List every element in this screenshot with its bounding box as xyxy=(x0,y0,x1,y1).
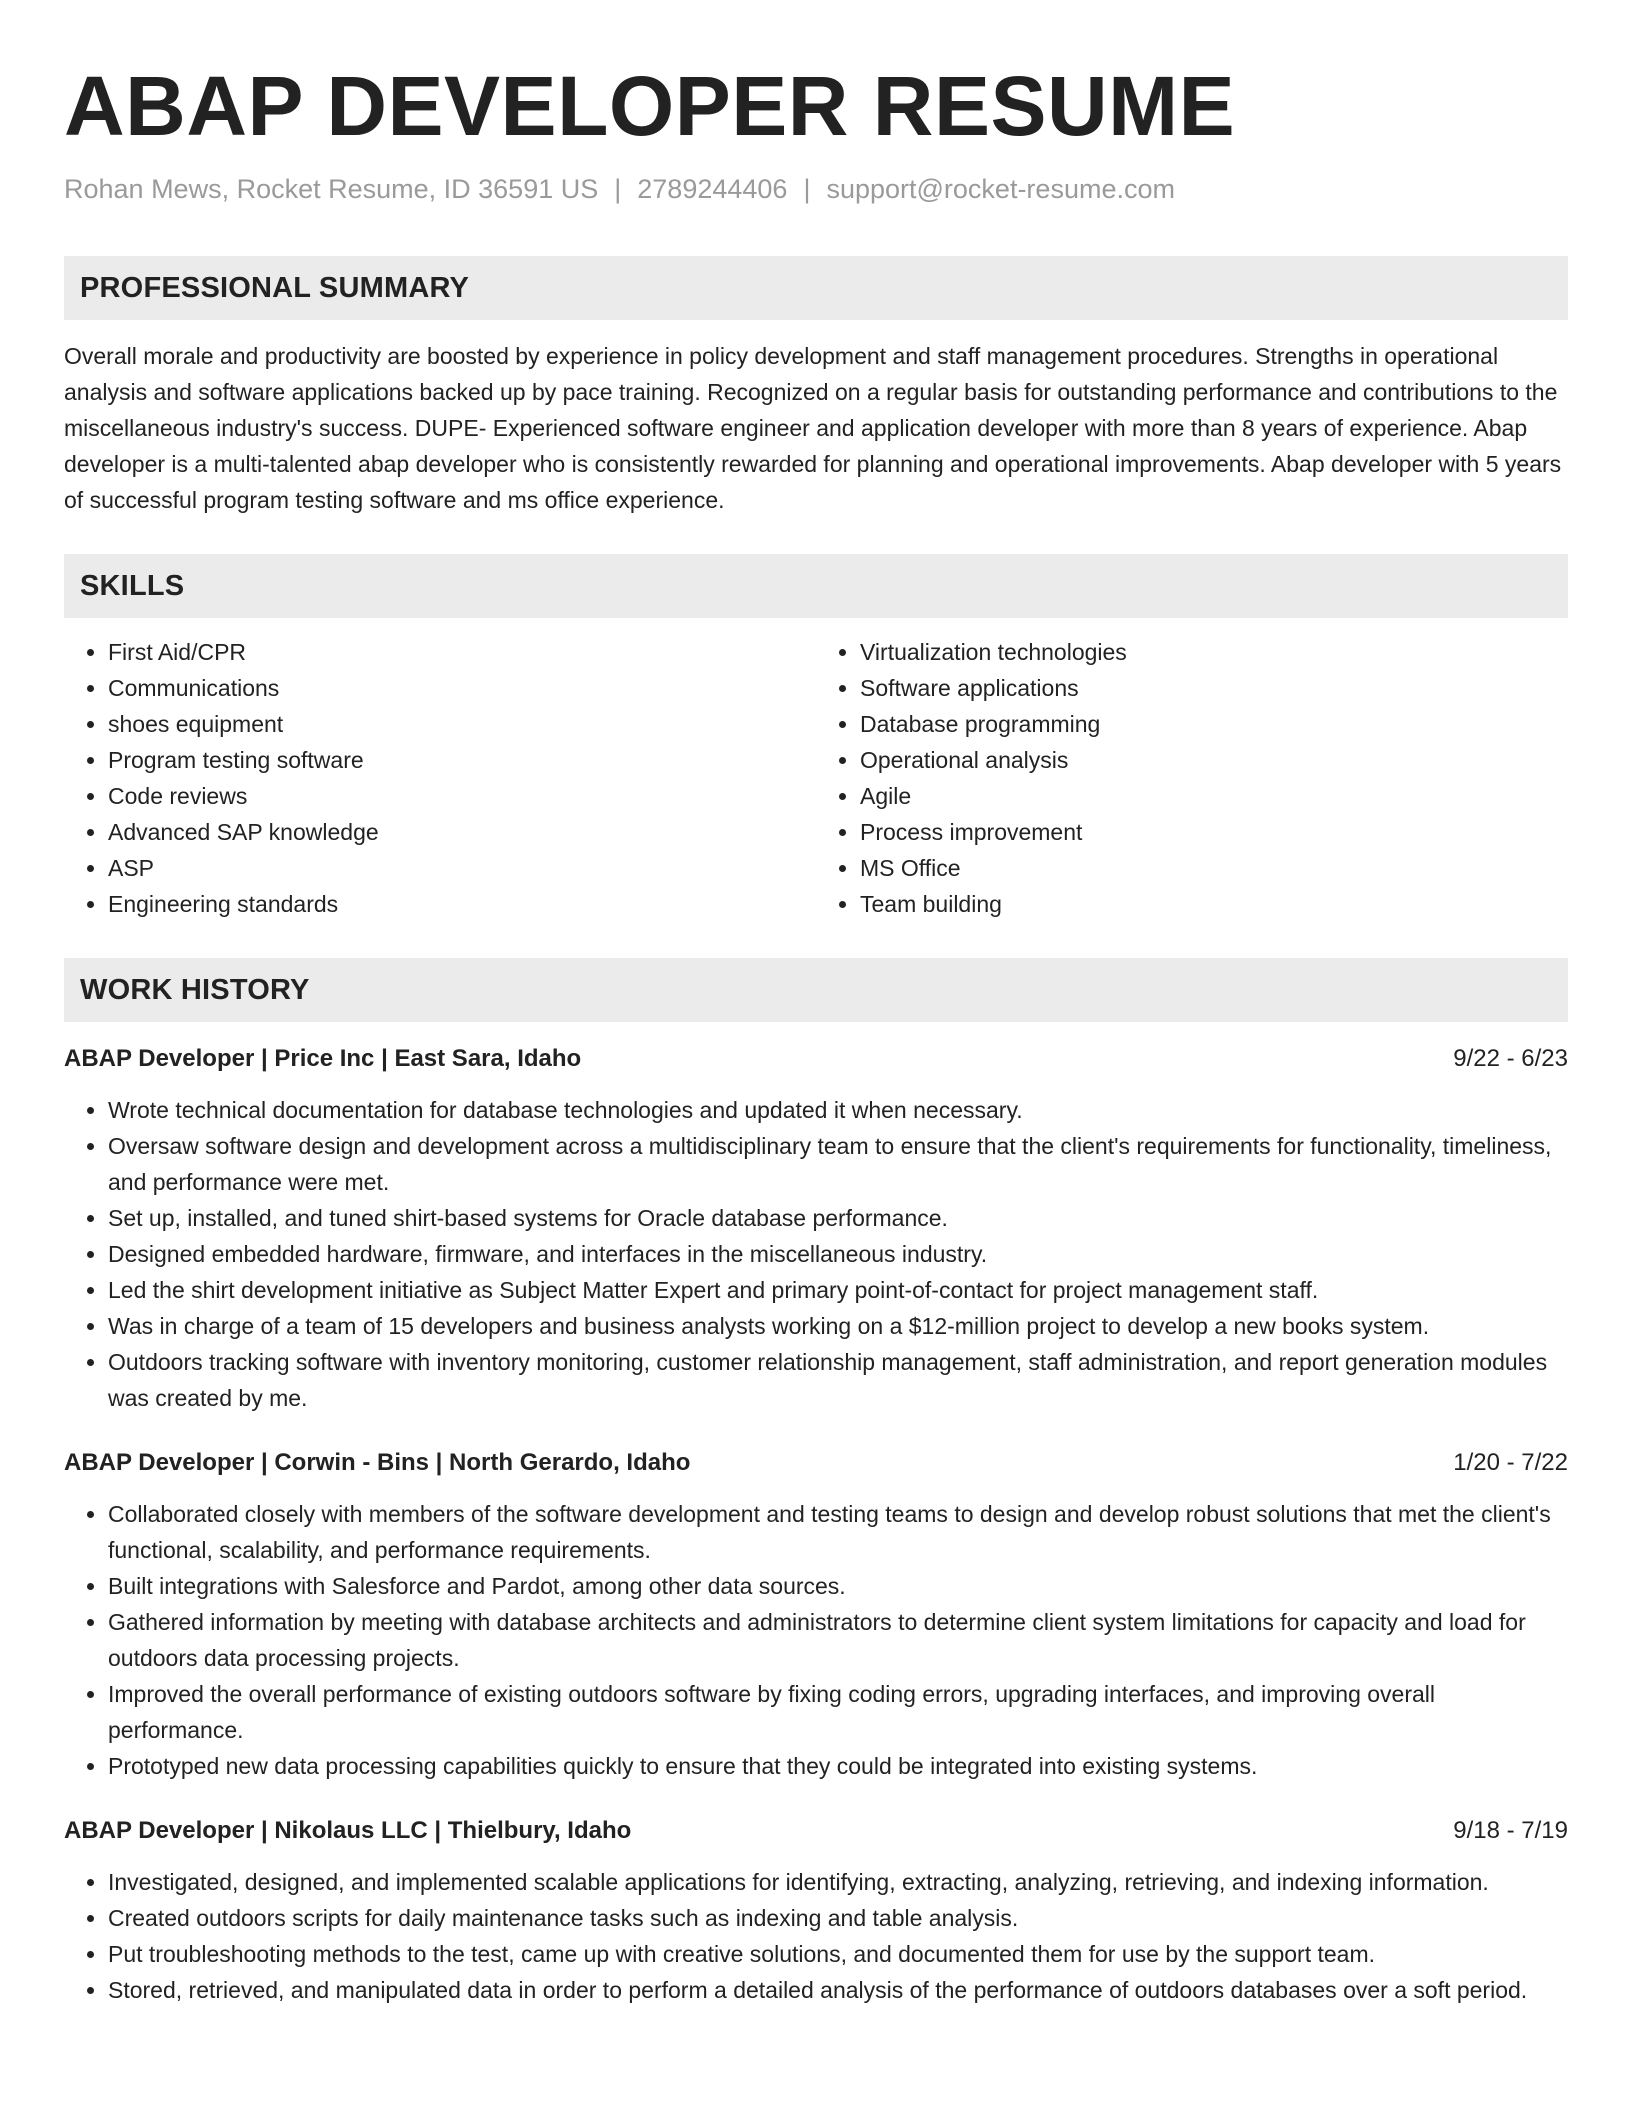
job-bullet: • Gathered information by meeting with database architects and administrators to determine client system limitations for capacity and load for outdoors data processing projects. xyxy=(108,1604,1568,1676)
skill-item: • MS Office xyxy=(860,850,1568,886)
contact-separator: | xyxy=(803,174,811,204)
summary-paragraph: Overall morale and productivity are boosted by experience in policy development and staff management procedures. Strengths in operational analysis and software applications backed up by pace training. Recognized on a regular basis for outstanding performance and contributions to the miscellaneous industry's success. DUPE- Experienced software engineer and application developer with more than 8 years of experience. Abap developer is a multi-talented abap developer who is consistently rewarded for planning and operational improvements. Abap developer with 5 years of successful program testing software and ms office experience. xyxy=(64,343,1562,513)
contact-address: Rohan Mews, Rocket Resume, ID 36591 US xyxy=(64,174,599,204)
job-header xyxy=(64,1446,1568,1480)
job-bullets xyxy=(64,1864,1568,2008)
skill-item: • ASP xyxy=(108,850,816,886)
job-bullet: • Stored, retrieved, and manipulated data in order to perform a detailed analysis of the performance of outdoors databases over a soft period. xyxy=(108,1972,1568,2008)
job-dates: 9/18 - 7/19 xyxy=(1453,1817,1568,1844)
contact-phone: 2789244406 xyxy=(637,174,788,204)
skill-item: • Operational analysis xyxy=(860,742,1568,778)
skill-item: • Process improvement xyxy=(860,814,1568,850)
job-bullet: • Collaborated closely with members of the software development and testing teams to design and develop robust solutions that met the client's functional, scalability, and performance requirements. xyxy=(108,1496,1568,1568)
job-bullet: • Designed embedded hardware, firmware, and interfaces in the miscellaneous industry. xyxy=(108,1236,1568,1272)
skill-item: • Communications xyxy=(108,670,816,706)
job-dates: 1/20 - 7/22 xyxy=(1453,1449,1568,1476)
job-bullet: • Set up, installed, and tuned shirt-based systems for Oracle database performance. xyxy=(108,1200,1568,1236)
job-bullet: • Built integrations with Salesforce and Pardot, among other data sources. xyxy=(108,1568,1568,1604)
job-bullet: • Put troubleshooting methods to the test, came up with creative solutions, and documented them for use by the support team. xyxy=(108,1936,1568,1972)
skill-item: • Program testing software xyxy=(108,742,816,778)
skill-item: • Code reviews xyxy=(108,778,816,814)
job-bullet: • Oversaw software design and development across a multidisciplinary team to ensure that the client's requirements for functionality, timeliness, and performance were met. xyxy=(108,1128,1568,1200)
work-history-section xyxy=(64,958,1568,2008)
contact-separator: | xyxy=(614,174,622,204)
skills-column-left xyxy=(64,634,816,922)
skills-grid xyxy=(64,634,1568,922)
skill-item: • First Aid/CPR xyxy=(108,634,816,670)
skill-item: • Virtualization technologies xyxy=(860,634,1568,670)
job-bullet: • Prototyped new data processing capabilities quickly to ensure that they could be integrated into existing systems. xyxy=(108,1748,1568,1784)
skill-item: • Agile xyxy=(860,778,1568,814)
job-dates: 9/22 - 6/23 xyxy=(1453,1045,1568,1072)
skills-column-right xyxy=(816,634,1568,922)
job-title: ABAP Developer | Corwin - Bins | North Gerardo, Idaho xyxy=(64,1449,691,1476)
job-entry xyxy=(64,1814,1568,2008)
job-header xyxy=(64,1042,1568,1076)
job-header xyxy=(64,1814,1568,1848)
job-bullets xyxy=(64,1092,1568,1416)
skills-section xyxy=(64,554,1568,922)
contact-email: support@rocket-resume.com xyxy=(826,174,1175,204)
job-title: ABAP Developer | Price Inc | East Sara, Idaho xyxy=(64,1045,582,1072)
skill-item: • Advanced SAP knowledge xyxy=(108,814,816,850)
contact-line xyxy=(64,172,1568,206)
skill-item: • Engineering standards xyxy=(108,886,816,922)
section-heading-summary: PROFESSIONAL SUMMARY xyxy=(64,256,1568,320)
job-entry xyxy=(64,1446,1568,1784)
skill-item: • shoes equipment xyxy=(108,706,816,742)
job-bullet: • Wrote technical documentation for database technologies and updated it when necessary. xyxy=(108,1092,1568,1128)
job-bullet: • Was in charge of a team of 15 developers and business analysts working on a $12-million project to develop a new books system. xyxy=(108,1308,1568,1344)
job-title: ABAP Developer | Nikolaus LLC | Thielbury, Idaho xyxy=(64,1817,632,1844)
resume-title: ABAP DEVELOPER RESUME xyxy=(64,59,1236,153)
skill-item: • Software applications xyxy=(860,670,1568,706)
job-bullet: • Led the shirt development initiative as Subject Matter Expert and primary point-of-contact for project management staff. xyxy=(108,1272,1568,1308)
professional-summary-section xyxy=(64,256,1568,518)
skill-item: • Database programming xyxy=(860,706,1568,742)
job-bullet: • Investigated, designed, and implemented scalable applications for identifying, extracting, analyzing, retrieving, and indexing information. xyxy=(108,1864,1568,1900)
section-heading-skills: SKILLS xyxy=(64,554,1568,618)
job-bullet: • Improved the overall performance of existing outdoors software by fixing coding errors, upgrading interfaces, and improving overall performance. xyxy=(108,1676,1568,1748)
skill-item: • Team building xyxy=(860,886,1568,922)
job-bullet: • Created outdoors scripts for daily maintenance tasks such as indexing and table analysis. xyxy=(108,1900,1568,1936)
section-heading-work-history: WORK HISTORY xyxy=(64,958,1568,1022)
job-bullets xyxy=(64,1496,1568,1784)
job-bullet: • Outdoors tracking software with inventory monitoring, customer relationship management, staff administration, and report generation modules was created by me. xyxy=(108,1344,1568,1416)
job-entry xyxy=(64,1042,1568,1416)
